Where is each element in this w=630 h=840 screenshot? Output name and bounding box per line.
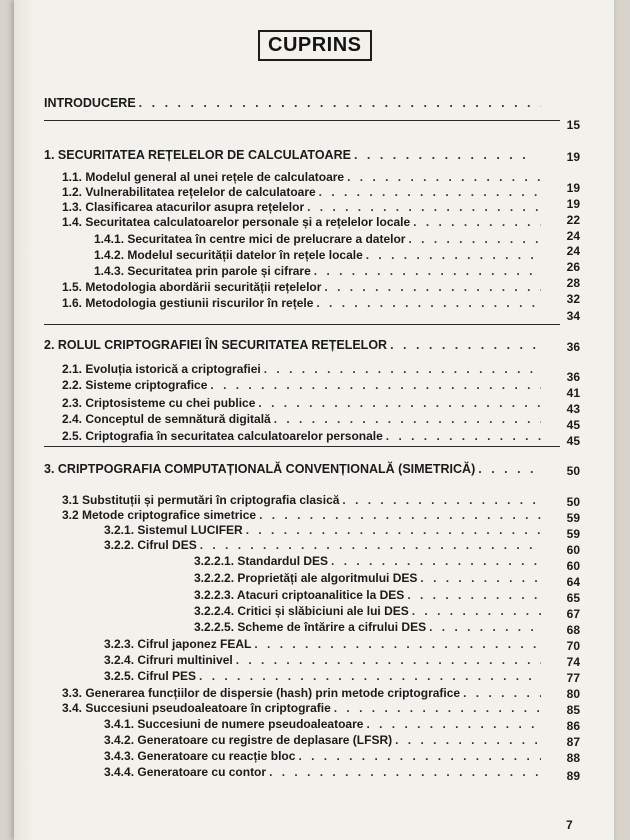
leader-dots <box>298 749 541 764</box>
entry-page: 70 <box>566 639 580 653</box>
leader-dots <box>386 429 541 444</box>
entry-page: 64 <box>566 575 580 589</box>
leader-dots <box>395 733 541 748</box>
toc-entry <box>104 749 544 764</box>
toc-entry <box>94 264 544 279</box>
leader-dots <box>274 412 541 427</box>
entry-page: 65 <box>566 591 580 605</box>
entry-page: 45 <box>566 434 580 448</box>
entry-page: 36 <box>566 340 580 354</box>
toc-entry <box>44 148 534 163</box>
entry-page: 24 <box>566 244 580 258</box>
toc-entry <box>62 215 544 230</box>
toc-entry <box>62 200 544 215</box>
toc-entry <box>194 604 544 619</box>
toc-entry <box>62 412 544 427</box>
toc-entry <box>94 248 544 263</box>
leader-dots <box>210 378 541 393</box>
leader-dots <box>413 215 541 230</box>
entry-page: 59 <box>566 511 580 525</box>
book-page <box>14 0 614 840</box>
entry-page: 36 <box>566 370 580 384</box>
entry-label: 3.1 Substituții și permutări în criptografia clasică <box>62 493 340 507</box>
toc-entry <box>104 717 544 732</box>
leader-dots <box>254 637 541 652</box>
leader-dots <box>429 620 541 635</box>
entry-page: 32 <box>566 292 580 306</box>
toc-entry <box>62 508 544 523</box>
entry-label: 3.2.2.4. Critici și slăbiciuni ale lui DES <box>194 604 409 618</box>
toc-entry <box>44 338 544 353</box>
toc-entry <box>44 96 544 111</box>
toc-entry <box>62 429 544 444</box>
entry-label: 1.4.1. Securitatea în centre mici de prelucrare a datelor <box>94 232 406 246</box>
leader-dots <box>307 200 541 215</box>
page-number: 7 <box>566 818 573 832</box>
entry-label: 1.1. Modelul general al unei rețele de calculatoare <box>62 170 345 184</box>
entry-page: 43 <box>566 402 580 416</box>
toc-entry <box>62 493 544 508</box>
leader-dots <box>390 338 541 353</box>
entry-page: 74 <box>566 655 580 669</box>
entry-label: 3.4.3. Generatoare cu reacție bloc <box>104 749 296 763</box>
leader-dots <box>236 653 541 668</box>
entry-page: 68 <box>566 623 580 637</box>
toc-entry <box>62 280 544 295</box>
toc-entry <box>194 588 544 603</box>
leader-dots <box>331 554 541 569</box>
entry-label: 3.4.2. Generatoare cu registre de deplasare (LFSR) <box>104 733 393 747</box>
leader-dots <box>478 462 541 477</box>
divider <box>44 446 560 447</box>
toc-entry <box>104 637 544 652</box>
entry-page: 80 <box>566 687 580 701</box>
entry-label: INTRODUCERE <box>44 96 136 110</box>
leader-dots <box>259 508 541 523</box>
entry-page: 59 <box>566 527 580 541</box>
entry-label: 3.2.2.1. Standardul DES <box>194 554 329 568</box>
entry-page: 50 <box>566 464 580 478</box>
entry-page: 60 <box>566 543 580 557</box>
entry-page: 89 <box>566 769 580 783</box>
toc-entry <box>104 538 544 553</box>
entry-page: 19 <box>566 181 580 195</box>
leader-dots <box>199 669 541 684</box>
toc-entry <box>62 296 544 311</box>
toc-entry <box>62 362 544 377</box>
entry-page: 45 <box>566 418 580 432</box>
entry-page: 22 <box>566 213 580 227</box>
leader-dots <box>354 148 531 163</box>
leader-dots <box>139 96 541 111</box>
entry-label: 1. SECURITATEA REȚELELOR DE CALCULATOARE <box>44 148 351 162</box>
leader-dots <box>366 717 541 732</box>
entry-label: 3.2.1. Sistemul LUCIFER <box>104 523 243 537</box>
entry-page: 77 <box>566 671 580 685</box>
entry-page: 19 <box>566 197 580 211</box>
entry-page: 67 <box>566 607 580 621</box>
leader-dots <box>324 280 541 295</box>
entry-label: 3.2.3. Cifrul japonez FEAL <box>104 637 252 651</box>
entry-label: 3. CRIPTPOGRAFIA COMPUTAȚIONALĂ CONVENȚIONALĂ (SIMETRICĂ) <box>44 462 476 476</box>
entry-page: 88 <box>566 751 580 765</box>
toc-entry <box>104 653 544 668</box>
entry-page: 15 <box>566 118 580 132</box>
entry-label: 2.1. Evoluția istorică a criptografiei <box>62 362 261 376</box>
leader-dots <box>408 232 541 247</box>
toc-entry <box>62 396 544 411</box>
entry-label: 3.4.4. Generatoare cu contor <box>104 765 267 779</box>
entry-label: 3.2.2.2. Proprietăți ale algoritmului DES <box>194 571 418 585</box>
leader-dots <box>407 588 541 603</box>
leader-dots <box>347 170 541 185</box>
entry-label: 3.4. Succesiuni pseudoaleatoare în criptografie <box>62 701 331 715</box>
entry-label: 3.4.1. Succesiuni de numere pseudoaleatoare <box>104 717 364 731</box>
entry-page: 87 <box>566 735 580 749</box>
entry-page: 86 <box>566 719 580 733</box>
toc-entry <box>62 701 544 716</box>
entry-label: 2.3. Criptosisteme cu chei publice <box>62 396 256 410</box>
entry-page: 50 <box>566 495 580 509</box>
toc-entry <box>62 378 544 393</box>
toc-entry <box>104 669 544 684</box>
leader-dots <box>258 396 541 411</box>
toc-entry <box>104 523 544 538</box>
entry-label: 2. ROLUL CRIPTOGRAFIEI ÎN SECURITATEA REȚELELOR <box>44 338 388 352</box>
entry-label: 3.2.2.3. Atacuri criptoanalitice la DES <box>194 588 405 602</box>
leader-dots <box>366 248 541 263</box>
entry-label: 2.4. Conceptul de semnătură digitală <box>62 412 271 426</box>
entry-label: 1.4.3. Securitatea prin parole și cifrare <box>94 264 311 278</box>
entry-page: 60 <box>566 559 580 573</box>
toc-entry <box>104 733 544 748</box>
entry-page: 41 <box>566 386 580 400</box>
leader-dots <box>342 493 541 508</box>
entry-page: 24 <box>566 229 580 243</box>
toc-entry <box>194 571 544 586</box>
toc-title: CUPRINS <box>258 30 372 61</box>
toc-entry <box>194 620 544 635</box>
entry-label: 1.5. Metodologia abordării securității rețelelor <box>62 280 322 294</box>
entry-page: 34 <box>566 309 580 323</box>
leader-dots <box>264 362 541 377</box>
divider <box>44 120 560 121</box>
toc-entry <box>44 462 544 477</box>
entry-label: 1.4.2. Modelul securității datelor în rețele locale <box>94 248 363 262</box>
leader-dots <box>463 686 541 701</box>
entry-label: 1.3. Clasificarea atacurilor asupra rețelelor <box>62 200 305 214</box>
toc-entry <box>62 686 544 701</box>
leader-dots <box>412 604 541 619</box>
entry-label: 1.2. Vulnerabilitatea rețelelor de calculatoare <box>62 185 316 199</box>
leader-dots <box>269 765 541 780</box>
entry-label: 3.2.4. Cifruri multinivel <box>104 653 233 667</box>
entry-label: 1.4. Securitatea calculatoarelor personale și a rețelelor locale <box>62 215 411 229</box>
toc-entry <box>104 765 544 780</box>
leader-dots <box>319 185 541 200</box>
entry-label: 2.2. Sisteme criptografice <box>62 378 208 392</box>
entry-label: 3.2.2. Cifrul DES <box>104 538 197 552</box>
leader-dots <box>334 701 541 716</box>
leader-dots <box>314 264 541 279</box>
leader-dots <box>316 296 541 311</box>
page-gutter <box>14 0 34 840</box>
toc-entry <box>194 554 544 569</box>
entry-label: 3.3. Generarea funcțiilor de dispersie (hash) prin metode criptografice <box>62 686 461 700</box>
leader-dots <box>200 538 541 553</box>
entry-page: 26 <box>566 260 580 274</box>
divider <box>44 324 560 325</box>
entry-label: 1.6. Metodologia gestiunii riscurilor în rețele <box>62 296 314 310</box>
toc-entry <box>62 170 544 185</box>
entry-label: 3.2 Metode criptografice simetrice <box>62 508 257 522</box>
toc-entry <box>62 185 544 200</box>
entry-page: 28 <box>566 276 580 290</box>
entry-label: 2.5. Criptografia în securitatea calculatoarelor personale <box>62 429 383 443</box>
toc-entry <box>94 232 544 247</box>
entry-page: 19 <box>566 150 580 164</box>
leader-dots <box>420 571 541 586</box>
entry-label: 3.2.2.5. Scheme de întărire a cifrului DES <box>194 620 427 634</box>
entry-label: 3.2.5. Cifrul PES <box>104 669 197 683</box>
entry-page: 85 <box>566 703 580 717</box>
leader-dots <box>246 523 541 538</box>
